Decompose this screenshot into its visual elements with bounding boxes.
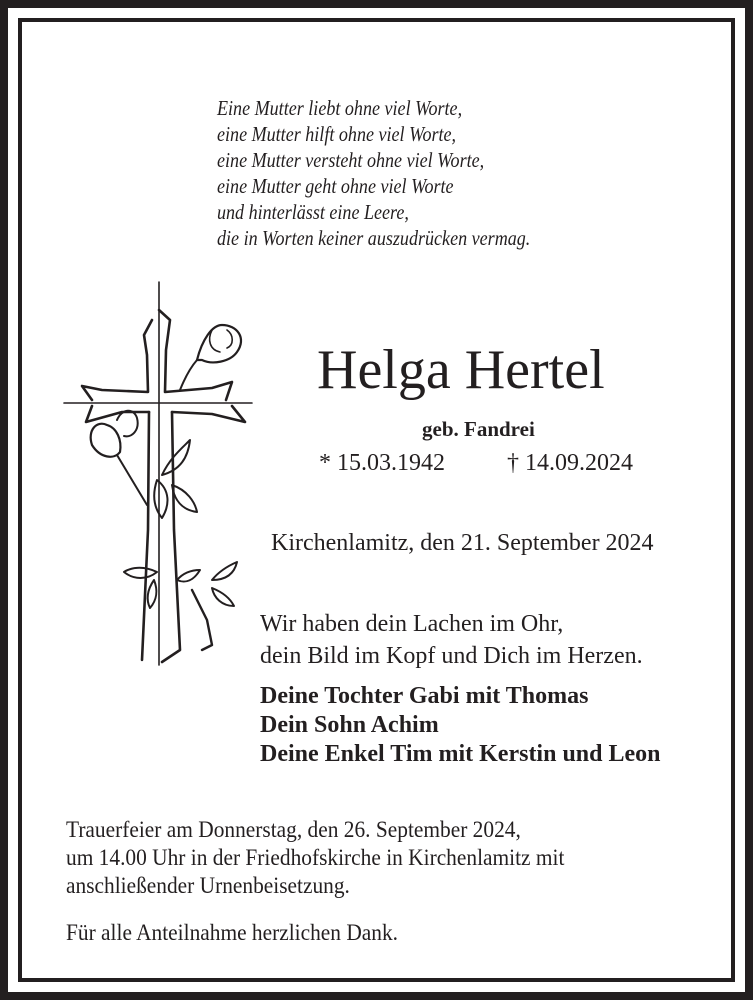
quote-line: Wir haben dein Lachen im Ohr, [260,611,564,637]
outer-border [8,8,745,992]
service-line: um 14.00 Uhr in der Friedhofskirche in Kirchenlamitz mit [66,845,565,870]
thanks-note: Für alle Anteilnahme herzlichen Dank. [66,920,399,945]
poem-line: die in Worten keiner auszudrücken vermag. [217,226,531,250]
funeral-service-info [66,816,564,900]
cross-with-roses-icon [62,280,262,670]
mourner: Deine Enkel Tim mit Kerstin und Leon [260,741,661,767]
mourner: Deine Tochter Gabi mit Thomas [260,683,589,709]
poem-line: eine Mutter hilft ohne viel Worte, [217,122,457,146]
service-line: anschließender Urnenbeisetzung. [66,873,350,898]
mourner: Dein Sohn Achim [260,712,439,738]
death-date: † 14.09.2024 [507,450,633,476]
place-and-date: Kirchenlamitz, den 21. September 2024 [271,530,654,556]
poem-line: eine Mutter versteht ohne viel Worte, [217,148,485,172]
birth-date: * 15.03.1942 [319,450,445,476]
quote-line: dein Bild im Kopf und Dich im Herzen. [260,643,643,669]
deceased-name: Helga Hertel [317,339,605,401]
life-dates [319,450,633,477]
service-line: Trauerfeier am Donnerstag, den 26. September 2024, [66,817,521,842]
memorial-quote [260,608,643,672]
inner-border [18,18,735,982]
poem-line: Eine Mutter liebt ohne viel Worte, [217,96,463,120]
obituary-notice [22,22,731,978]
poem-line: und hinterlässt eine Leere, [217,200,409,224]
maiden-name: geb. Fandrei [422,417,535,441]
poem-line: eine Mutter geht ohne viel Worte [217,174,454,198]
poem [217,95,530,251]
mourners-list [260,682,661,769]
